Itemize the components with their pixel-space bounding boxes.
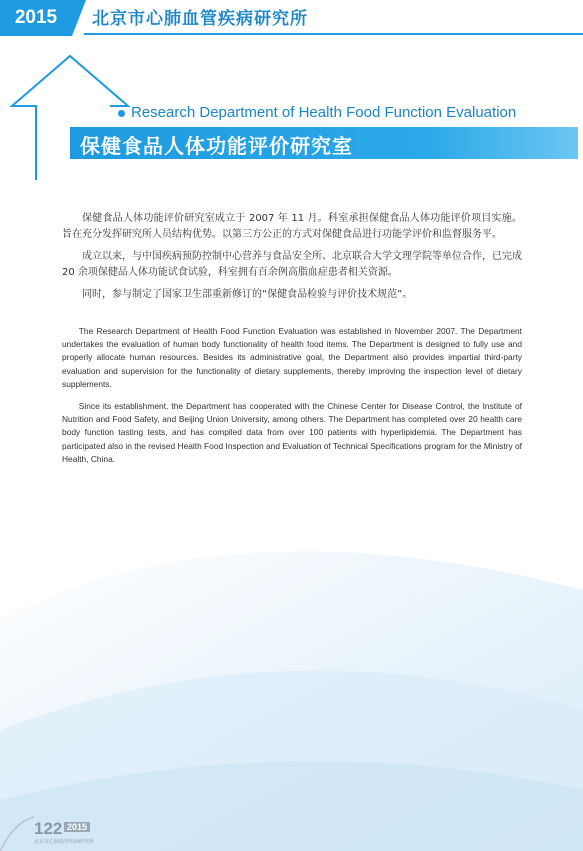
chinese-body <box>62 211 522 310</box>
background-swoosh <box>0 500 583 851</box>
footer-year: 2015 <box>64 822 90 832</box>
english-body <box>62 325 522 475</box>
page-footer <box>0 811 583 851</box>
header-institute-name: 北京市心肺血管疾病研究所 <box>92 9 308 29</box>
header-rule <box>84 33 583 35</box>
page-number: 122 <box>34 819 63 838</box>
section-title-en: Research Department of Health Food Function Evaluation <box>131 104 517 121</box>
section-title-cn: 保健食品人体功能评价研究室 <box>80 134 353 158</box>
footer-institute: 北京市心肺血管疾病研究所 <box>34 839 95 845</box>
header-year-tab: 2015 <box>0 0 72 36</box>
cn-paragraph: 同时，参与制定了国家卫生部重新修订的“保健食品检验与评价技术规范”。 <box>82 289 413 300</box>
title-bullet-icon <box>118 110 125 117</box>
cn-paragraph: 成立以来，与中国疾病预防控制中心营养与食品安全所、北京联合大学文理学院等单位合作，已完成 20 余项保健品人体功能试食试验，科室拥有百余例高脂血症患者相关资源。 <box>62 251 522 278</box>
en-paragraph: Since its establishment, the Department has cooperated with the Chinese Center for Disease Control, the Institute of Nutrition and Food Safety, and Beijing Union University, among others. The Department has completed over 20 health care body function tasting tests, and has compiled data from over 100 patients with hyperlipidemia. The Department has participated also in the revised Health Food Inspection and Evaluation of Technical Specifications program for the Ministry of Health, China. <box>62 401 522 464</box>
en-paragraph: The Research Department of Health Food Function Evaluation was established in November 2007. The Department undertakes the evaluation of human body functionality of health food items. The Department is designed to fully use and properly allocate human resources. Besides its administrative goal, the Department also provides impartial third-party evaluation and supervision for the functionality of dietary supplements, thereby improving the inspection level of dietary supplements. <box>62 326 522 389</box>
page-header <box>0 0 583 36</box>
cn-paragraph: 保健食品人体功能评价研究室成立于 2007 年 11 月。科室承担保健食品人体功能评价项目实施。旨在充分发挥研究所人员结构优势。以第三方公正的方式对保健食品进行功能学评价和监督服务平。 <box>62 213 522 240</box>
